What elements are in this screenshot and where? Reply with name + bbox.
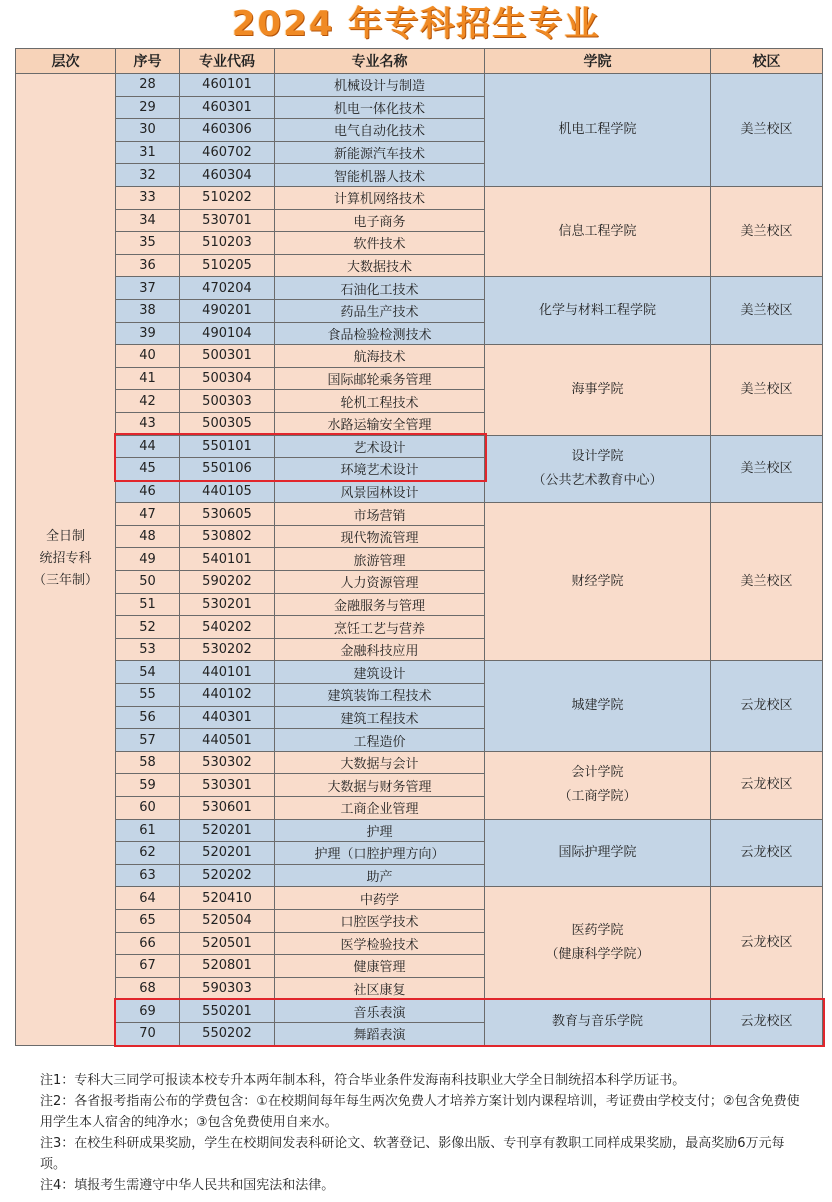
code-cell: 440102 xyxy=(180,684,275,707)
campus-cell: 美兰校区 xyxy=(711,277,823,345)
code-cell: 530701 xyxy=(180,209,275,232)
level-cell xyxy=(16,74,116,1046)
major-cell: 金融服务与管理 xyxy=(275,593,485,616)
code-cell: 460306 xyxy=(180,119,275,142)
major-cell: 大数据与财务管理 xyxy=(275,774,485,797)
index-cell: 64 xyxy=(116,887,180,910)
index-cell: 53 xyxy=(116,638,180,661)
college-name: （工商学院） xyxy=(558,789,637,805)
index-cell: 28 xyxy=(116,74,180,97)
major-cell: 食品检验检测技术 xyxy=(275,322,485,345)
table-body xyxy=(16,74,823,1046)
code-cell: 500303 xyxy=(180,390,275,413)
code-cell: 520801 xyxy=(180,955,275,978)
header-college: 学院 xyxy=(485,49,711,74)
campus-cell: 云龙校区 xyxy=(711,819,823,887)
index-cell: 35 xyxy=(116,232,180,255)
major-cell: 护理 xyxy=(275,819,485,842)
index-cell: 67 xyxy=(116,955,180,978)
code-cell: 530301 xyxy=(180,774,275,797)
index-cell: 29 xyxy=(116,96,180,119)
level-text: （三年制） xyxy=(32,573,98,589)
table-header-row xyxy=(16,49,823,74)
major-cell: 药品生产技术 xyxy=(275,299,485,322)
index-cell: 38 xyxy=(116,299,180,322)
index-cell: 56 xyxy=(116,706,180,729)
major-cell: 智能机器人技术 xyxy=(275,164,485,187)
major-cell: 新能源汽车技术 xyxy=(275,141,485,164)
index-cell: 37 xyxy=(116,277,180,300)
index-cell: 57 xyxy=(116,729,180,752)
major-cell: 工商企业管理 xyxy=(275,797,485,820)
index-cell: 34 xyxy=(116,209,180,232)
index-cell: 44 xyxy=(116,435,180,458)
code-cell: 550202 xyxy=(180,1022,275,1045)
major-cell: 国际邮轮乘务管理 xyxy=(275,367,485,390)
major-cell: 石油化工技术 xyxy=(275,277,485,300)
major-cell: 软件技术 xyxy=(275,232,485,255)
index-cell: 45 xyxy=(116,458,180,481)
page-title: 2024 年专科招生专业 xyxy=(231,4,601,44)
major-cell: 烹饪工艺与营养 xyxy=(275,616,485,639)
index-cell: 42 xyxy=(116,390,180,413)
major-cell: 健康管理 xyxy=(275,955,485,978)
major-cell: 建筑装饰工程技术 xyxy=(275,684,485,707)
header-index: 序号 xyxy=(116,49,180,74)
code-cell: 490201 xyxy=(180,299,275,322)
campus-cell: 云龙校区 xyxy=(711,751,823,819)
highlight-box-music xyxy=(114,998,825,1047)
code-cell: 520202 xyxy=(180,864,275,887)
major-cell: 环境艺术设计 xyxy=(275,458,485,481)
major-cell: 舞蹈表演 xyxy=(275,1022,485,1045)
major-cell: 航海技术 xyxy=(275,345,485,368)
index-cell: 63 xyxy=(116,864,180,887)
college-name: （公共艺术教育中心） xyxy=(532,472,663,488)
college-cell xyxy=(485,186,711,276)
code-cell: 460101 xyxy=(180,74,275,97)
index-cell: 55 xyxy=(116,684,180,707)
major-cell: 中药学 xyxy=(275,887,485,910)
code-cell: 530605 xyxy=(180,503,275,526)
note-3: 注3：在校生科研成果奖励，学生在校期间发表科研论文、软著登记、影像出版、专刊享有教职工同样成果奖励，最高奖励6万元每项。 xyxy=(40,1136,785,1172)
college-cell xyxy=(485,887,711,1000)
code-cell: 530302 xyxy=(180,751,275,774)
code-cell: 550201 xyxy=(180,1000,275,1023)
college-cell xyxy=(485,751,711,819)
highlight-box-design xyxy=(114,433,487,482)
code-cell: 520201 xyxy=(180,819,275,842)
college-name: 财经学院 xyxy=(571,573,624,589)
notes xyxy=(40,1070,810,1196)
college-name: 信息工程学院 xyxy=(558,223,637,239)
code-cell: 590202 xyxy=(180,571,275,594)
major-cell: 轮机工程技术 xyxy=(275,390,485,413)
index-cell: 65 xyxy=(116,909,180,932)
code-cell: 520201 xyxy=(180,842,275,865)
major-cell: 计算机网络技术 xyxy=(275,186,485,209)
major-cell: 水路运输安全管理 xyxy=(275,412,485,435)
college-name: 设计学院 xyxy=(571,448,624,464)
index-cell: 30 xyxy=(116,119,180,142)
major-cell: 电气自动化技术 xyxy=(275,119,485,142)
index-cell: 58 xyxy=(116,751,180,774)
code-cell: 540202 xyxy=(180,616,275,639)
table-row xyxy=(16,751,823,774)
major-cell: 人力资源管理 xyxy=(275,571,485,594)
code-cell: 470204 xyxy=(180,277,275,300)
major-cell: 建筑工程技术 xyxy=(275,706,485,729)
major-cell: 助产 xyxy=(275,864,485,887)
code-cell: 520501 xyxy=(180,932,275,955)
code-cell: 500301 xyxy=(180,345,275,368)
college-cell xyxy=(485,819,711,887)
major-cell: 电子商务 xyxy=(275,209,485,232)
index-cell: 68 xyxy=(116,977,180,1000)
note-2: 注2：各省报考指南公布的学费包含：①在校期间每年每生两次免费人才培养方案计划内课程培训，考证费由学校支付；②包含免费使用学生本人宿舍的纯净水；③包含免费使用自来水。 xyxy=(40,1094,800,1130)
level-text: 统招专科 xyxy=(39,551,92,567)
code-cell: 520410 xyxy=(180,887,275,910)
campus-cell: 云龙校区 xyxy=(711,661,823,751)
index-cell: 59 xyxy=(116,774,180,797)
college-name: 会计学院 xyxy=(571,765,624,781)
index-cell: 54 xyxy=(116,661,180,684)
major-cell: 社区康复 xyxy=(275,977,485,1000)
campus-cell: 云龙校区 xyxy=(711,1000,823,1045)
college-name: 教育与音乐学院 xyxy=(551,1014,643,1030)
code-cell: 460304 xyxy=(180,164,275,187)
major-cell: 机电一体化技术 xyxy=(275,96,485,119)
code-cell: 440105 xyxy=(180,480,275,503)
major-cell: 护理（口腔护理方向） xyxy=(275,842,485,865)
college-cell xyxy=(485,345,711,435)
major-cell: 现代物流管理 xyxy=(275,525,485,548)
index-cell: 61 xyxy=(116,819,180,842)
header-code: 专业代码 xyxy=(180,49,275,74)
majors-table xyxy=(15,48,823,1046)
index-cell: 66 xyxy=(116,932,180,955)
code-cell: 520504 xyxy=(180,909,275,932)
note-1: 注1：专科大三同学可报读本校专升本两年制本科，符合毕业条件发海南科技职业大学全日制统招本科学历证书。 xyxy=(40,1073,686,1088)
code-cell: 500304 xyxy=(180,367,275,390)
index-cell: 49 xyxy=(116,548,180,571)
index-cell: 41 xyxy=(116,367,180,390)
college-cell xyxy=(485,435,711,503)
college-name: 医药学院 xyxy=(571,923,624,939)
code-cell: 510203 xyxy=(180,232,275,255)
table-row xyxy=(16,186,823,209)
college-name: 国际护理学院 xyxy=(558,844,637,860)
campus-cell: 美兰校区 xyxy=(711,74,823,187)
college-name: 化学与材料工程学院 xyxy=(538,302,656,318)
major-cell: 医学检验技术 xyxy=(275,932,485,955)
code-cell: 440501 xyxy=(180,729,275,752)
code-cell: 550101 xyxy=(180,435,275,458)
header-campus: 校区 xyxy=(711,49,823,74)
college-name: 城建学院 xyxy=(571,698,624,714)
major-cell: 大数据技术 xyxy=(275,254,485,277)
code-cell: 550106 xyxy=(180,458,275,481)
index-cell: 36 xyxy=(116,254,180,277)
major-cell: 市场营销 xyxy=(275,503,485,526)
major-cell: 风景园林设计 xyxy=(275,480,485,503)
index-cell: 46 xyxy=(116,480,180,503)
code-cell: 540101 xyxy=(180,548,275,571)
table-row xyxy=(16,819,823,842)
table-row xyxy=(16,345,823,368)
major-cell: 旅游管理 xyxy=(275,548,485,571)
index-cell: 51 xyxy=(116,593,180,616)
index-cell: 60 xyxy=(116,797,180,820)
major-cell: 音乐表演 xyxy=(275,1000,485,1023)
campus-cell: 美兰校区 xyxy=(711,345,823,435)
table-row xyxy=(16,887,823,910)
code-cell: 590303 xyxy=(180,977,275,1000)
major-cell: 机械设计与制造 xyxy=(275,74,485,97)
major-cell: 金融科技应用 xyxy=(275,638,485,661)
index-cell: 33 xyxy=(116,186,180,209)
note-4: 注4：填报考生需遵守中华人民共和国宪法和法律。 xyxy=(40,1178,335,1193)
major-cell: 艺术设计 xyxy=(275,435,485,458)
code-cell: 490104 xyxy=(180,322,275,345)
college-cell xyxy=(485,503,711,661)
campus-cell: 美兰校区 xyxy=(711,435,823,503)
index-cell: 52 xyxy=(116,616,180,639)
major-cell: 工程造价 xyxy=(275,729,485,752)
major-cell: 口腔医学技术 xyxy=(275,909,485,932)
table-row xyxy=(16,503,823,526)
code-cell: 510202 xyxy=(180,186,275,209)
college-name: 机电工程学院 xyxy=(558,121,637,137)
campus-cell: 美兰校区 xyxy=(711,503,823,661)
index-cell: 39 xyxy=(116,322,180,345)
code-cell: 460702 xyxy=(180,141,275,164)
code-cell: 530201 xyxy=(180,593,275,616)
code-cell: 440301 xyxy=(180,706,275,729)
college-cell xyxy=(485,661,711,751)
level-text: 全日制 xyxy=(45,529,85,545)
index-cell: 43 xyxy=(116,412,180,435)
code-cell: 440101 xyxy=(180,661,275,684)
major-cell: 大数据与会计 xyxy=(275,751,485,774)
table-row xyxy=(16,277,823,300)
code-cell: 530601 xyxy=(180,797,275,820)
header-major: 专业名称 xyxy=(275,49,485,74)
index-cell: 50 xyxy=(116,571,180,594)
table-row xyxy=(16,74,823,97)
code-cell: 530202 xyxy=(180,638,275,661)
index-cell: 32 xyxy=(116,164,180,187)
header-level: 层次 xyxy=(16,49,116,74)
index-cell: 62 xyxy=(116,842,180,865)
code-cell: 500305 xyxy=(180,412,275,435)
index-cell: 69 xyxy=(116,1000,180,1023)
major-cell: 建筑设计 xyxy=(275,661,485,684)
index-cell: 47 xyxy=(116,503,180,526)
index-cell: 48 xyxy=(116,525,180,548)
campus-cell: 云龙校区 xyxy=(711,887,823,1000)
index-cell: 40 xyxy=(116,345,180,368)
index-cell: 70 xyxy=(116,1022,180,1045)
table-row xyxy=(16,661,823,684)
campus-cell: 美兰校区 xyxy=(711,186,823,276)
college-name: 海事学院 xyxy=(571,381,624,397)
index-cell: 31 xyxy=(116,141,180,164)
college-name: （健康科学学院） xyxy=(545,947,650,963)
college-cell xyxy=(485,74,711,187)
college-cell xyxy=(485,277,711,345)
code-cell: 530802 xyxy=(180,525,275,548)
code-cell: 460301 xyxy=(180,96,275,119)
code-cell: 510205 xyxy=(180,254,275,277)
